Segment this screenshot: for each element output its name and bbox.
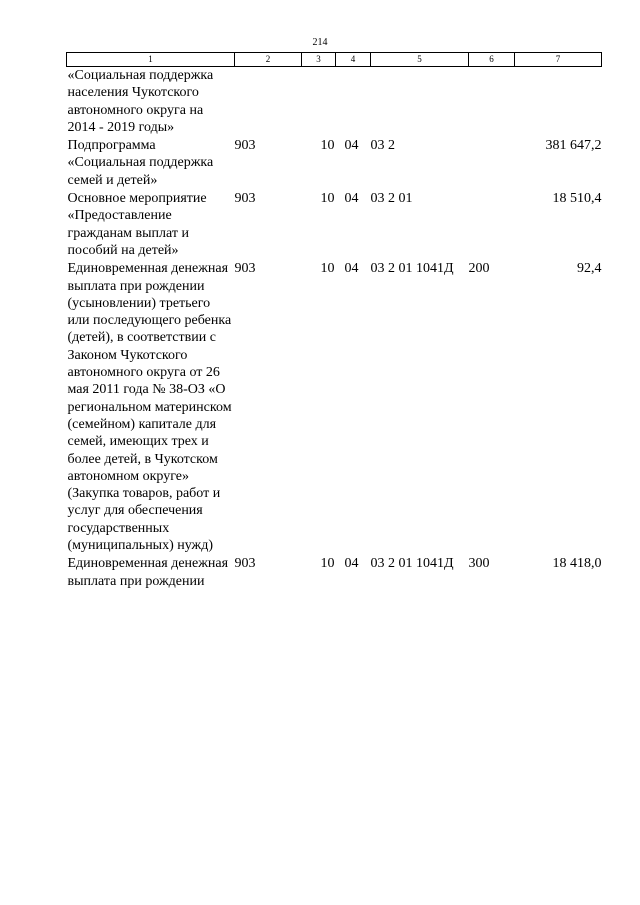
row-name: «Социальная поддержка населения Чукотского автономного округа на 2014 - 2019 годы» xyxy=(67,68,214,135)
row-subsection-code: 04 xyxy=(344,261,359,277)
page-number: 214 xyxy=(312,37,328,48)
row-ministry-code: 903 xyxy=(234,556,256,572)
row-target-article: 03 2 01 1041Д xyxy=(370,261,454,277)
table-row xyxy=(67,555,602,591)
row-expense-type xyxy=(469,137,515,190)
table-row xyxy=(67,190,602,260)
column-number-header-row xyxy=(67,53,602,67)
column-header-6: 6 xyxy=(469,53,515,67)
row-target-article: 03 2 xyxy=(370,138,395,154)
table-row xyxy=(67,67,602,138)
row-ministry-code: 903 xyxy=(234,261,256,277)
row-subsection-code: 04 xyxy=(344,138,359,154)
budget-table xyxy=(66,52,602,591)
row-expense-type xyxy=(469,190,515,260)
row-ministry-code xyxy=(235,67,302,138)
row-subsection-code: 04 xyxy=(344,556,359,572)
row-expense-type: 300 xyxy=(468,556,490,572)
row-subsection-code xyxy=(336,67,371,138)
row-amount: 381 647,2 xyxy=(545,138,602,154)
row-amount xyxy=(515,67,602,138)
row-amount: 18 510,4 xyxy=(552,191,602,207)
row-amount: 92,4 xyxy=(577,261,602,277)
row-target-article: 03 2 01 xyxy=(370,191,413,207)
column-header-4: 4 xyxy=(336,53,371,67)
row-expense-type: 200 xyxy=(468,261,490,277)
column-header-1: 1 xyxy=(67,53,235,67)
table-row xyxy=(67,137,602,190)
column-header-5: 5 xyxy=(371,53,469,67)
row-subsection-code: 04 xyxy=(344,191,359,207)
column-header-3: 3 xyxy=(302,53,336,67)
row-target-article: 03 2 01 1041Д xyxy=(370,556,454,572)
row-ministry-code: 903 xyxy=(234,138,256,154)
column-header-7: 7 xyxy=(515,53,602,67)
row-section-code: 10 xyxy=(320,261,335,277)
row-name: Единовременная денежная выплата при рождении xyxy=(67,556,229,589)
row-section-code xyxy=(302,67,336,138)
row-amount: 18 418,0 xyxy=(552,556,602,572)
row-target-article xyxy=(371,67,469,138)
row-section-code: 10 xyxy=(320,556,335,572)
row-name: Единовременная денежная выплата при рождении (усыновлении) третьего или последующего ребенка (детей), в соответствии с Законом Чукотского автономного округа от 26 мая 2011 года № 38-ОЗ «О региональном материнском (семейном) капитале для семей, имеющих трех и более детей, в Чукотском автономном округе» (Закупка товаров, работ и услуг для обеспечения государственных (муниципальных) нужд) xyxy=(67,261,232,554)
row-name: Основное мероприятие «Предоставление гражданам выплат и пособий на детей» xyxy=(67,191,207,258)
row-section-code: 10 xyxy=(320,138,335,154)
row-section-code: 10 xyxy=(320,191,335,207)
row-name: Подпрограмма «Социальная поддержка семей и детей» xyxy=(67,138,214,188)
row-ministry-code: 903 xyxy=(234,191,256,207)
table-row xyxy=(67,260,602,555)
row-expense-type xyxy=(469,67,515,138)
column-header-2: 2 xyxy=(235,53,302,67)
